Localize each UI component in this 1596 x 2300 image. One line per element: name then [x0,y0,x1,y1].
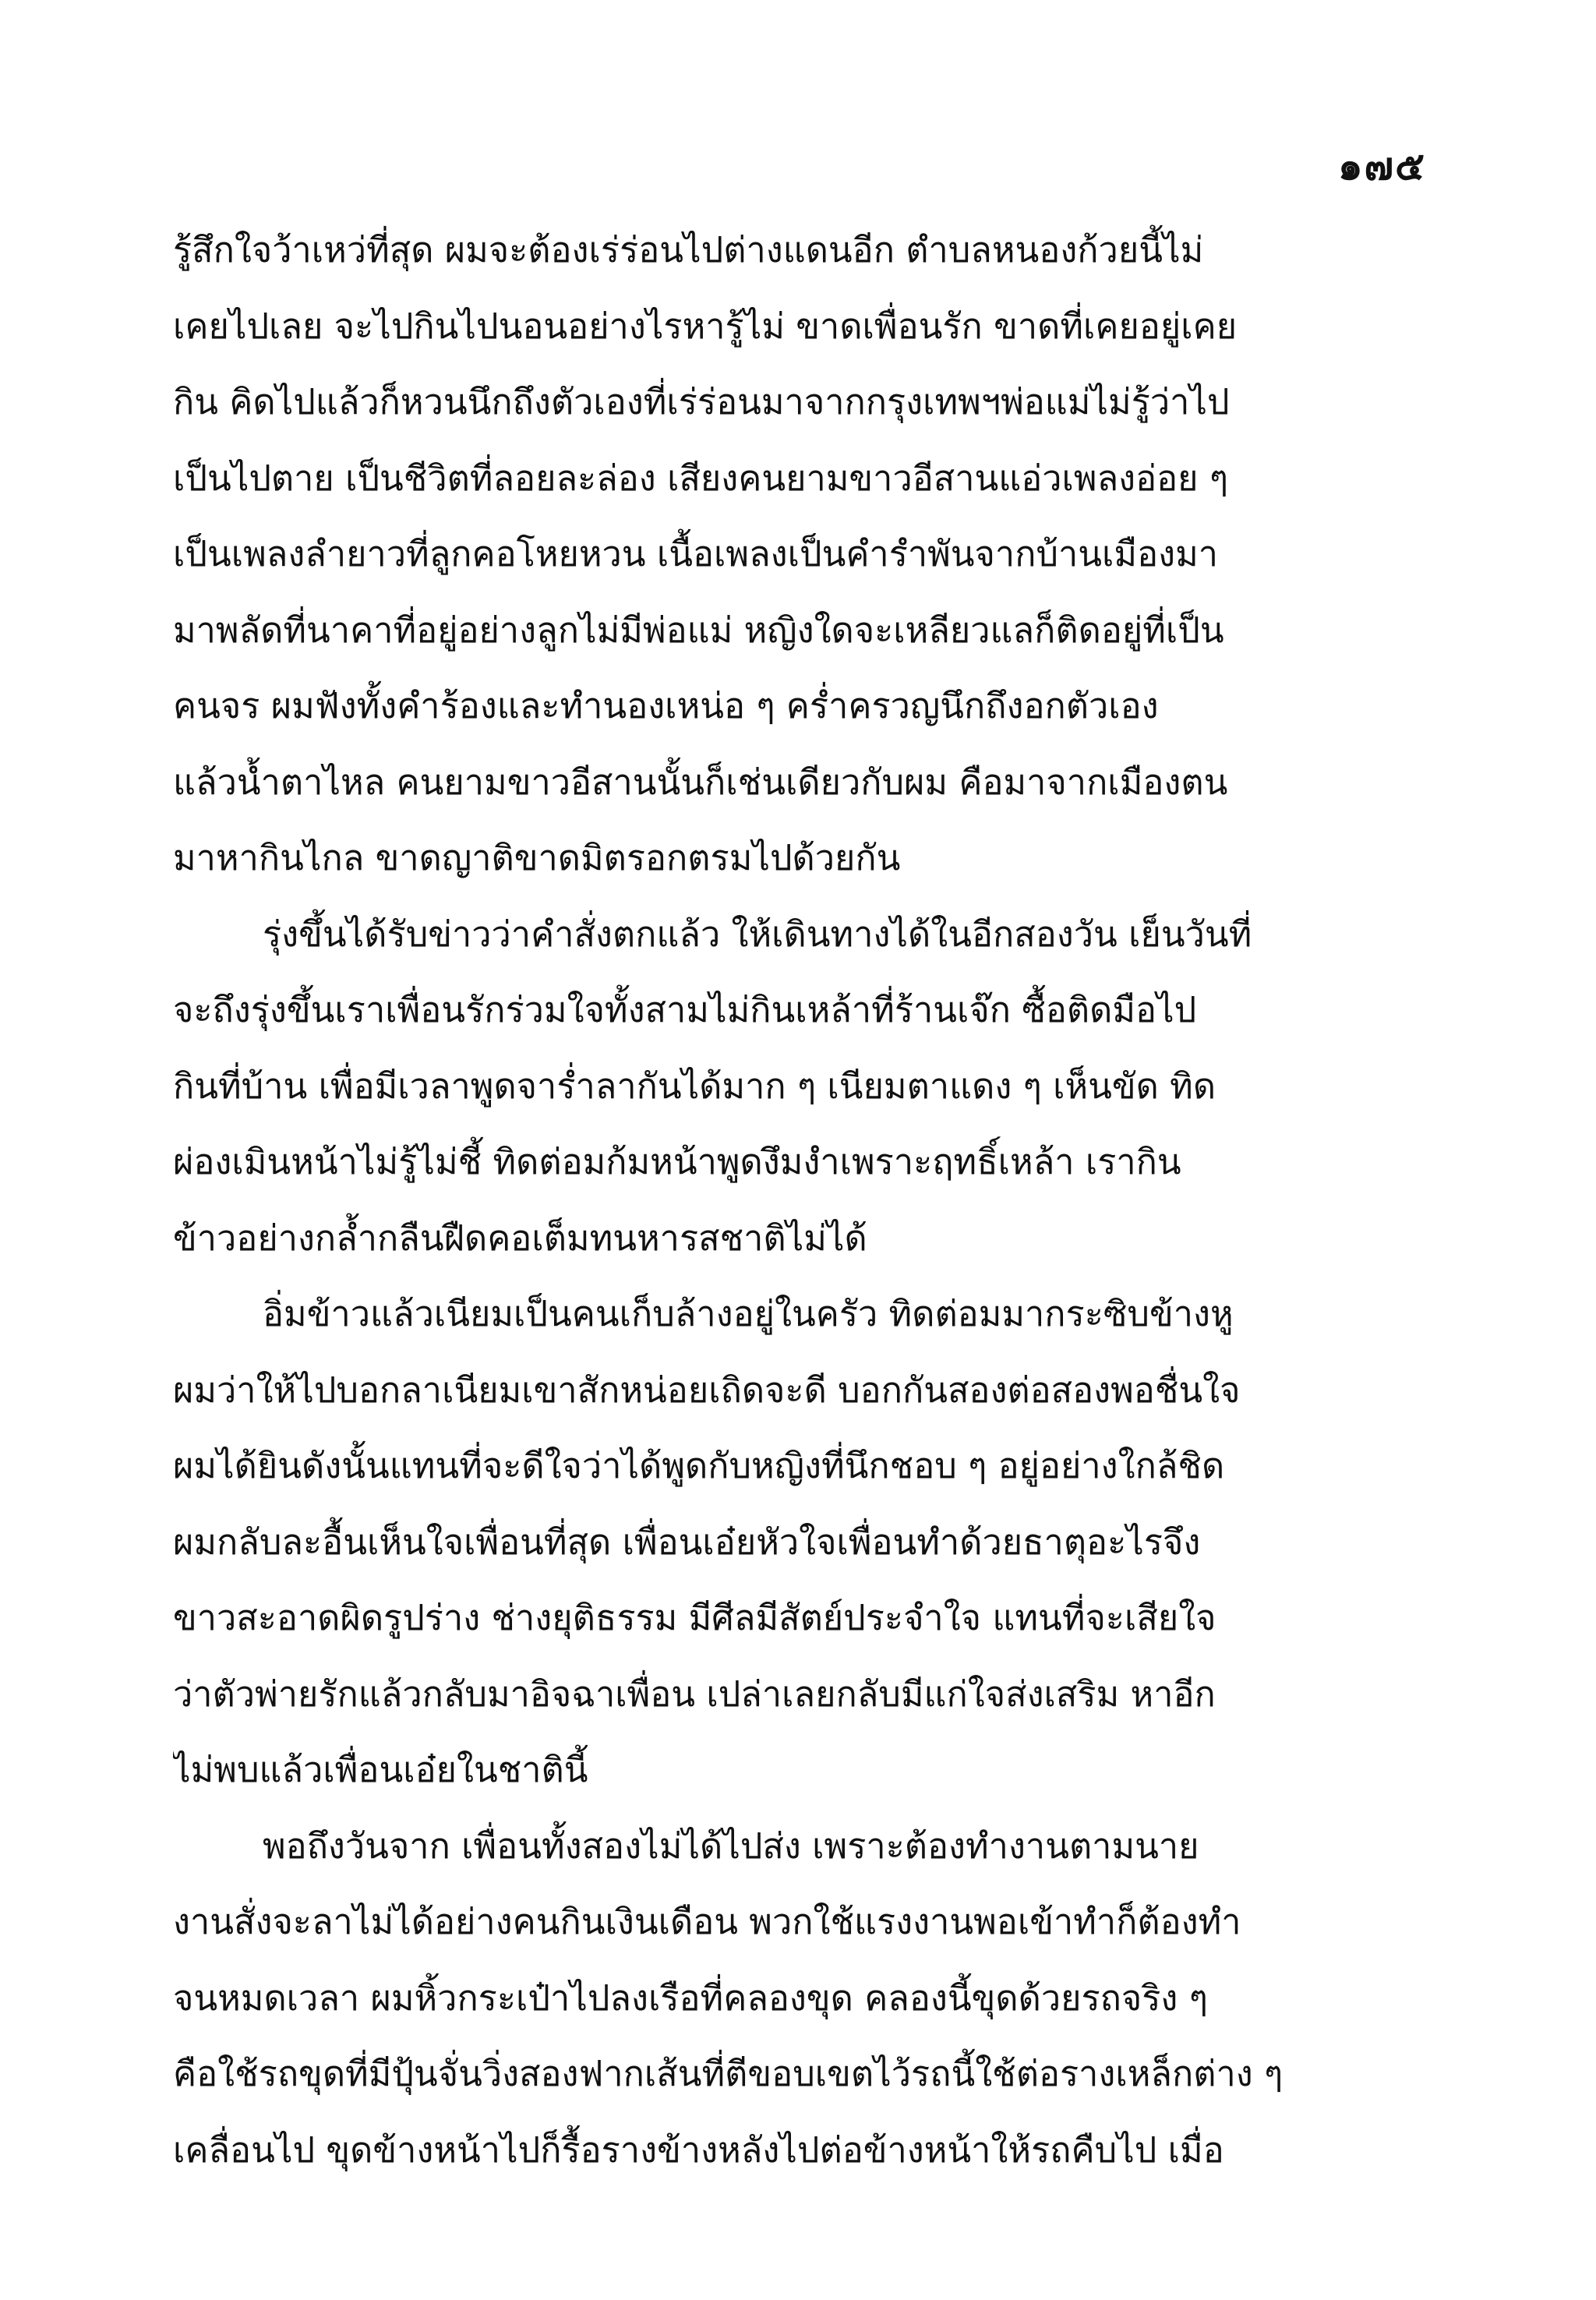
text-line: กินที่บ้าน เพื่อมีเวลาพูดจาร่ำลากันได้มาก ๆ เนียมตาแดง ๆ เห็นขัด ทิด [173,1065,1216,1107]
text-line: อิ่มข้าวแล้วเนียมเป็นคนเก็บล้างอยู่ในครัว ทิดต่อมมากระซิบข้างหู [263,1293,1234,1334]
text-line: มาพลัดที่นาคาที่อยู่อย่างลูกไม่มีพ่อแม่ หญิงใดจะเหลียวแลก็ติดอยู่ที่เป็น [173,609,1224,651]
text-line: ข้าวอย่างกล้ำกลืนฝืดคอเต็มทนหารสชาติไม่ได้ [173,1217,867,1259]
text-line: งานสั่งจะลาไม่ได้อย่างคนกินเงินเดือน พวกใช้แรงงานพอเข้าทำก็ต้องทำ [173,1901,1241,1942]
text-line: ผมว่าให้ไปบอกลาเนียมเขาสักหน่อยเถิดจะดี บอกกันสองต่อสองพอชื่นใจ [173,1369,1241,1411]
paragraph [173,896,1435,1277]
text-line: เป็นเพลงลำยาวที่ลูกคอโหยหวน เนื้อเพลงเป็นคำรำพันจากบ้านเมืองมา [173,533,1219,574]
text-line: ผมได้ยินดังนั้นแทนที่จะดีใจว่าได้พูดกับหญิงที่นึกชอบ ๆ อยู่อย่างใกล้ชิด [173,1445,1225,1486]
paragraph [173,1808,1435,2189]
text-line: มาหากินไกล ขาดญาติขาดมิตรอกตรมไปด้วยกัน [173,837,901,878]
text-line: เป็นไปตาย เป็นชีวิตที่ลอยละล่อง เสียงคนยามขาวอีสานแอ่วเพลงอ่อย ๆ [173,457,1229,499]
text-line: เคยไปเลย จะไปกินไปนอนอย่างไรหารู้ไม่ ขาดเพื่อนรัก ขาดที่เคยอยู่เคย [173,305,1238,347]
paragraph [173,1276,1435,1808]
text-line: ผ่องเมินหน้าไม่รู้ไม่ชี้ ทิดต่อมก้มหน้าพูดงึมงำเพราะฤทธิ์เหล้า เรากิน [173,1141,1181,1182]
text-line: รู้สึกใจว้าเหว่ที่สุด ผมจะต้องเร่ร่อนไปต่างแดนอีก ตำบลหนองก้วยนี้ไม่ [173,229,1204,270]
paragraph [173,212,1435,896]
text-line: พอถึงวันจาก เพื่อนทั้งสองไม่ได้ไปส่ง เพราะต้องทำงานตามนาย [263,1825,1199,1867]
text-line: คนจร ผมฟังทั้งคำร้องและทำนองเหน่อ ๆ คร่ำครวญนึกถึงอกตัวเอง [173,685,1159,726]
text-line: จะถึงรุ่งขึ้นเราเพื่อนรักร่วมใจทั้งสามไม่กินเหล้าที่ร้านเจ๊ก ซื้อติดมือไป [173,989,1197,1030]
text-line: ไม่พบแล้วเพื่อนเอ๋ยในชาตินี้ [173,1749,588,1790]
text-line: จนหมดเวลา ผมหิ้วกระเป๋าไปลงเรือที่คลองขุด คลองนี้ขุดด้วยรถจริง ๆ [173,1977,1208,2019]
text-line: ว่าตัวพ่ายรักแล้วกลับมาอิจฉาเพื่อน เปล่าเลยกลับมีแก่ใจส่งเสริม หาอีก [173,1673,1216,1715]
text-line: เคลื่อนไป ขุดข้างหน้าไปก็รื้อรางข้างหลังไปต่อข้างหน้าให้รถคืบไป เมื่อ [173,2129,1224,2171]
text-line: กิน คิดไปแล้วก็หวนนึกถึงตัวเองที่เร่ร่อนมาจากกรุงเทพฯพ่อแม่ไม่รู้ว่าไป [173,381,1230,422]
text-line: คือใช้รถขุดที่มีปุ้นจั่นวิ่งสองฟากเส้นที่ตีขอบเขตไว้รถนี้ใช้ต่อรางเหล็กต่าง ๆ [173,2053,1284,2094]
text-line: ผมกลับละอื้นเห็นใจเพื่อนที่สุด เพื่อนเอ๋ยหัวใจเพื่อนทำด้วยธาตุอะไรจึง [173,1521,1201,1563]
text-line: ขาวสะอาดผิดรูปร่าง ช่างยุติธรรม มีศีลมีสัตย์ประจำใจ แทนที่จะเสียใจ [173,1597,1216,1638]
text-line: แล้วน้ำตาไหล คนยามขาวอีสานนั้นก็เช่นเดียวกับผม คือมาจากเมืองตน [173,761,1228,803]
body-text [173,212,1435,2188]
text-line: รุ่งขึ้นได้รับข่าวว่าคำสั่งตกแล้ว ให้เดินทางได้ในอีกสองวัน เย็นวันที่ [263,913,1252,955]
page-number: ๑๗๕ [1337,143,1426,189]
